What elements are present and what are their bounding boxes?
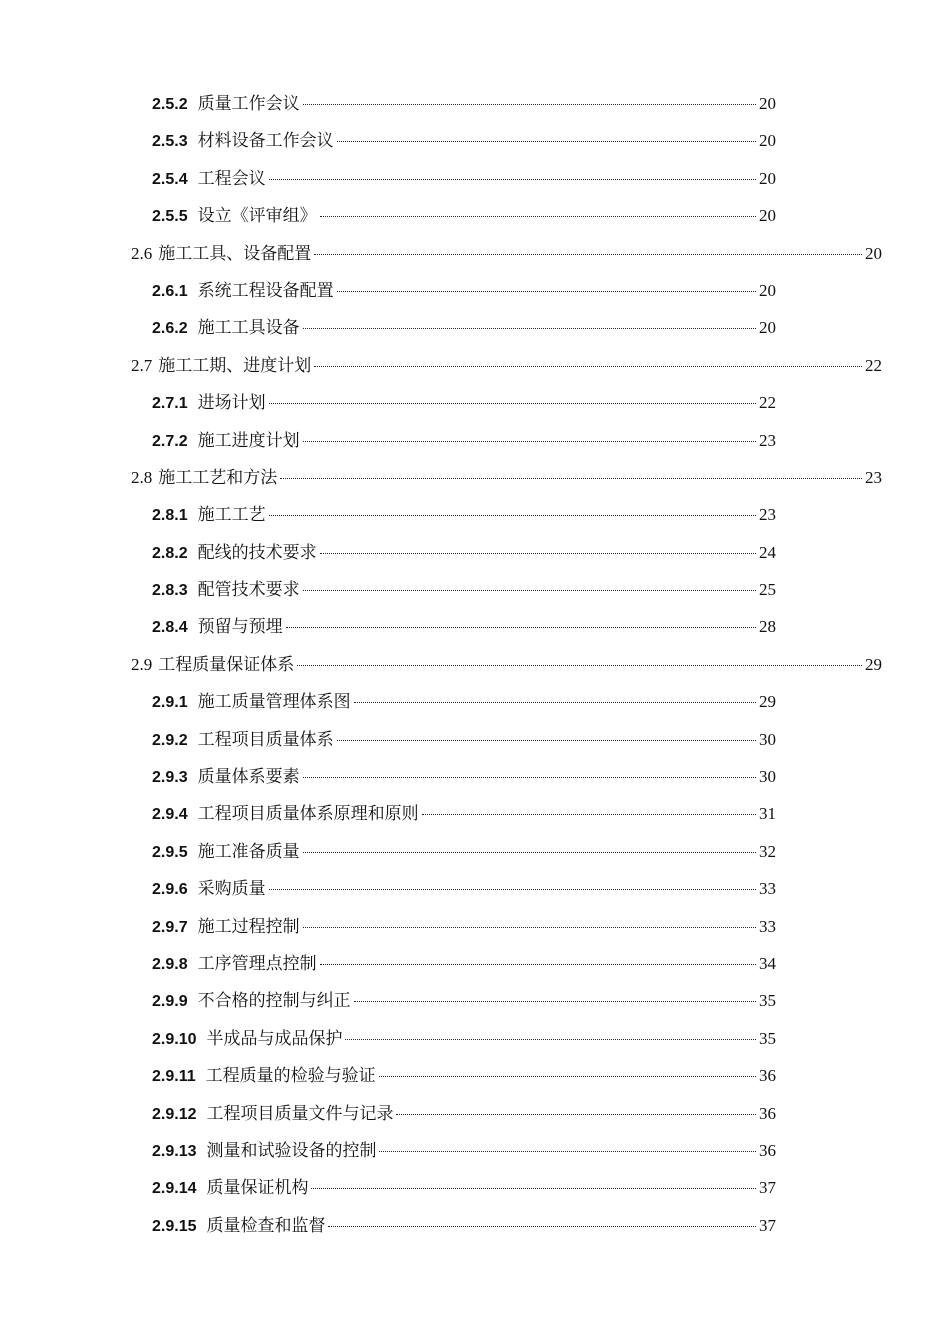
toc-entry-page-number: 28 <box>759 617 776 637</box>
toc-dot-leader <box>337 291 756 292</box>
toc-dot-leader <box>314 366 862 367</box>
toc-entry-title: 工程质量保证体系 <box>158 654 295 674</box>
toc-entry-number: 2.6.1 <box>152 282 188 300</box>
toc-dot-leader <box>303 104 756 105</box>
toc-entry-number: 2.9.6 <box>152 881 188 899</box>
toc-dot-leader <box>280 478 862 479</box>
toc-dot-leader <box>269 889 756 890</box>
toc-entry-page-number: 23 <box>759 430 776 450</box>
toc-entry-page-number: 25 <box>759 580 776 600</box>
toc-entry-number: 2.9.15 <box>152 1217 197 1235</box>
toc-entry-page-number: 23 <box>865 467 882 487</box>
toc-entry-page-number: 20 <box>865 243 882 263</box>
toc-dot-leader <box>320 553 756 554</box>
toc-dot-leader <box>396 1114 756 1115</box>
toc-entry-title: 采购质量 <box>197 879 266 899</box>
toc-subsection-entry[interactable] <box>152 612 776 649</box>
toc-entry-number: 2.9.10 <box>152 1030 197 1048</box>
toc-subsection-entry[interactable] <box>152 799 776 836</box>
toc-dot-leader <box>303 590 756 591</box>
toc-subsection-entry[interactable] <box>152 276 776 313</box>
toc-dot-leader <box>303 852 756 853</box>
toc-entry-title: 质量工作会议 <box>197 94 300 113</box>
toc-entry-number: 2.8.2 <box>152 544 188 562</box>
toc-dot-leader <box>320 964 756 965</box>
toc-dot-leader <box>269 403 756 404</box>
toc-entry-number: 2.8.4 <box>152 619 188 637</box>
toc-entry-title: 工程项目质量体系原理和原则 <box>197 804 419 824</box>
toc-subsection-entry[interactable] <box>152 575 776 612</box>
toc-dot-leader <box>422 814 756 815</box>
toc-entry-title: 施工工期、进度计划 <box>158 355 312 375</box>
toc-entry-number: 2.7.2 <box>152 432 188 450</box>
toc-entry-page-number: 20 <box>759 206 776 226</box>
toc-entry-page-number: 20 <box>759 94 776 113</box>
toc-entry-title: 进场计划 <box>197 393 266 413</box>
toc-dot-leader <box>337 141 756 142</box>
toc-entry-page-number: 30 <box>759 767 776 787</box>
toc-entry-number: 2.5.4 <box>152 170 188 188</box>
toc-entry-number: 2.9.13 <box>152 1142 197 1160</box>
toc-entry-page-number: 36 <box>759 1066 776 1086</box>
toc-entry-title: 施工工具设备 <box>197 318 300 338</box>
toc-subsection-entry[interactable] <box>152 126 776 163</box>
toc-subsection-entry[interactable] <box>152 201 776 238</box>
toc-subsection-entry[interactable] <box>152 388 776 425</box>
toc-subsection-entry[interactable] <box>152 874 776 911</box>
toc-subsection-entry[interactable] <box>152 725 776 762</box>
toc-entry-number: 2.9.9 <box>152 993 188 1011</box>
toc-subsection-entry[interactable] <box>152 500 776 537</box>
table-of-contents <box>0 89 950 1248</box>
toc-section-entry[interactable] <box>131 351 882 388</box>
toc-dot-leader <box>345 1039 756 1040</box>
toc-entry-number: 2.9.5 <box>152 843 188 861</box>
toc-entry-number: 2.7.1 <box>152 395 188 413</box>
toc-dot-leader <box>354 702 756 703</box>
toc-subsection-entry[interactable] <box>152 164 776 201</box>
toc-entry-title: 半成品与成品保护 <box>206 1028 343 1048</box>
toc-entry-page-number: 33 <box>759 916 776 936</box>
toc-entry-number: 2.9.11 <box>152 1068 196 1086</box>
toc-entry-title: 质量体系要素 <box>197 767 300 787</box>
toc-dot-leader <box>379 1151 756 1152</box>
toc-entry-title: 施工工艺和方法 <box>158 467 278 487</box>
toc-entry-title: 工序管理点控制 <box>197 953 317 973</box>
toc-entry-page-number: 31 <box>759 804 776 824</box>
toc-entry-title: 设立《评审组》 <box>197 206 317 226</box>
toc-entry-number: 2.5.2 <box>152 96 188 113</box>
toc-entry-page-number: 36 <box>759 1140 776 1160</box>
toc-dot-leader <box>337 740 756 741</box>
toc-entry-number: 2.7 <box>131 355 153 375</box>
toc-dot-leader <box>328 1226 756 1227</box>
toc-entry-title: 材料设备工作会议 <box>197 131 334 151</box>
toc-subsection-entry[interactable] <box>152 1211 776 1248</box>
toc-subsection-entry[interactable] <box>152 538 776 575</box>
toc-entry-page-number: 29 <box>759 692 776 712</box>
toc-dot-leader <box>354 1001 756 1002</box>
toc-entry-page-number: 20 <box>759 168 776 188</box>
toc-entry-page-number: 22 <box>759 393 776 413</box>
toc-entry-page-number: 29 <box>865 654 882 674</box>
toc-entry-number: 2.9 <box>131 654 153 674</box>
toc-entry-page-number: 30 <box>759 729 776 749</box>
toc-subsection-entry[interactable] <box>152 986 776 1023</box>
toc-dot-leader <box>303 927 756 928</box>
toc-entry-title: 施工过程控制 <box>197 916 300 936</box>
toc-dot-leader <box>379 1076 756 1077</box>
toc-dot-leader <box>286 627 756 628</box>
toc-entry-number: 2.9.7 <box>152 918 188 936</box>
toc-entry-page-number: 34 <box>759 953 776 973</box>
toc-entry-number: 2.5.3 <box>152 133 188 151</box>
toc-entry-page-number: 20 <box>759 280 776 300</box>
toc-entry-title: 工程会议 <box>197 168 266 188</box>
toc-entry-number: 2.9.4 <box>152 806 188 824</box>
toc-section-entry[interactable] <box>131 463 882 500</box>
toc-dot-leader <box>303 777 756 778</box>
toc-subsection-entry[interactable] <box>152 313 776 350</box>
toc-entry-page-number: 20 <box>759 318 776 338</box>
toc-dot-leader <box>269 515 756 516</box>
toc-entry-number: 2.9.2 <box>152 731 188 749</box>
toc-dot-leader <box>303 441 756 442</box>
toc-entry-page-number: 24 <box>759 542 776 562</box>
toc-subsection-entry[interactable] <box>152 89 776 126</box>
toc-subsection-entry[interactable] <box>152 426 776 463</box>
toc-subsection-entry[interactable] <box>152 1024 776 1061</box>
toc-dot-leader <box>303 328 756 329</box>
toc-entry-title: 预留与预埋 <box>197 617 283 637</box>
toc-section-entry[interactable] <box>131 650 882 687</box>
toc-entry-title: 系统工程设备配置 <box>197 280 334 300</box>
toc-entry-title: 工程质量的检验与验证 <box>205 1066 376 1086</box>
toc-entry-title: 质量检查和监督 <box>206 1215 326 1235</box>
toc-entry-title: 施工质量管理体系图 <box>197 692 351 712</box>
toc-dot-leader <box>314 254 862 255</box>
toc-entry-number: 2.8.3 <box>152 582 188 600</box>
toc-dot-leader <box>320 216 756 217</box>
toc-entry-number: 2.5.5 <box>152 208 188 226</box>
toc-entry-title: 工程项目质量体系 <box>197 729 334 749</box>
toc-entry-title: 质量保证机构 <box>206 1178 309 1198</box>
toc-subsection-entry[interactable] <box>152 1099 776 1136</box>
toc-entry-number: 2.6.2 <box>152 320 188 338</box>
toc-entry-page-number: 35 <box>759 991 776 1011</box>
toc-entry-number: 2.9.8 <box>152 955 188 973</box>
toc-entry-number: 2.8 <box>131 467 153 487</box>
toc-entry-page-number: 37 <box>759 1178 776 1198</box>
toc-entry-title: 施工工具、设备配置 <box>158 243 312 263</box>
toc-entry-number: 2.9.1 <box>152 694 188 712</box>
toc-dot-leader <box>311 1188 756 1189</box>
toc-subsection-entry[interactable] <box>152 687 776 724</box>
toc-entry-title: 施工进度计划 <box>197 430 300 450</box>
toc-entry-page-number: 32 <box>759 841 776 861</box>
toc-entry-title: 不合格的控制与纠正 <box>197 991 351 1011</box>
toc-subsection-entry[interactable] <box>152 949 776 986</box>
toc-entry-number: 2.9.14 <box>152 1180 197 1198</box>
toc-subsection-entry[interactable] <box>152 912 776 949</box>
toc-entry-number: 2.6 <box>131 243 153 263</box>
toc-subsection-entry[interactable] <box>152 1061 776 1098</box>
toc-entry-page-number: 33 <box>759 879 776 899</box>
toc-section-entry[interactable] <box>131 239 882 276</box>
toc-entry-page-number: 23 <box>759 505 776 525</box>
toc-entry-page-number: 37 <box>759 1215 776 1235</box>
toc-entry-title: 测量和试验设备的控制 <box>206 1140 377 1160</box>
toc-subsection-entry[interactable] <box>152 1173 776 1210</box>
toc-entry-title: 配线的技术要求 <box>197 542 317 562</box>
toc-entry-page-number: 35 <box>759 1028 776 1048</box>
toc-entry-title: 配管技术要求 <box>197 580 300 600</box>
toc-subsection-entry[interactable] <box>152 1136 776 1173</box>
toc-entry-number: 2.8.1 <box>152 507 188 525</box>
toc-dot-leader <box>297 665 862 666</box>
toc-entry-number: 2.9.12 <box>152 1105 197 1123</box>
toc-entry-title: 施工工艺 <box>197 505 266 525</box>
toc-subsection-entry[interactable] <box>152 837 776 874</box>
toc-entry-title: 工程项目质量文件与记录 <box>206 1103 394 1123</box>
toc-subsection-entry[interactable] <box>152 762 776 799</box>
toc-entry-title: 施工准备质量 <box>197 841 300 861</box>
toc-entry-page-number: 36 <box>759 1103 776 1123</box>
toc-dot-leader <box>269 179 756 180</box>
toc-entry-page-number: 22 <box>865 355 882 375</box>
toc-entry-page-number: 20 <box>759 131 776 151</box>
toc-entry-number: 2.9.3 <box>152 769 188 787</box>
